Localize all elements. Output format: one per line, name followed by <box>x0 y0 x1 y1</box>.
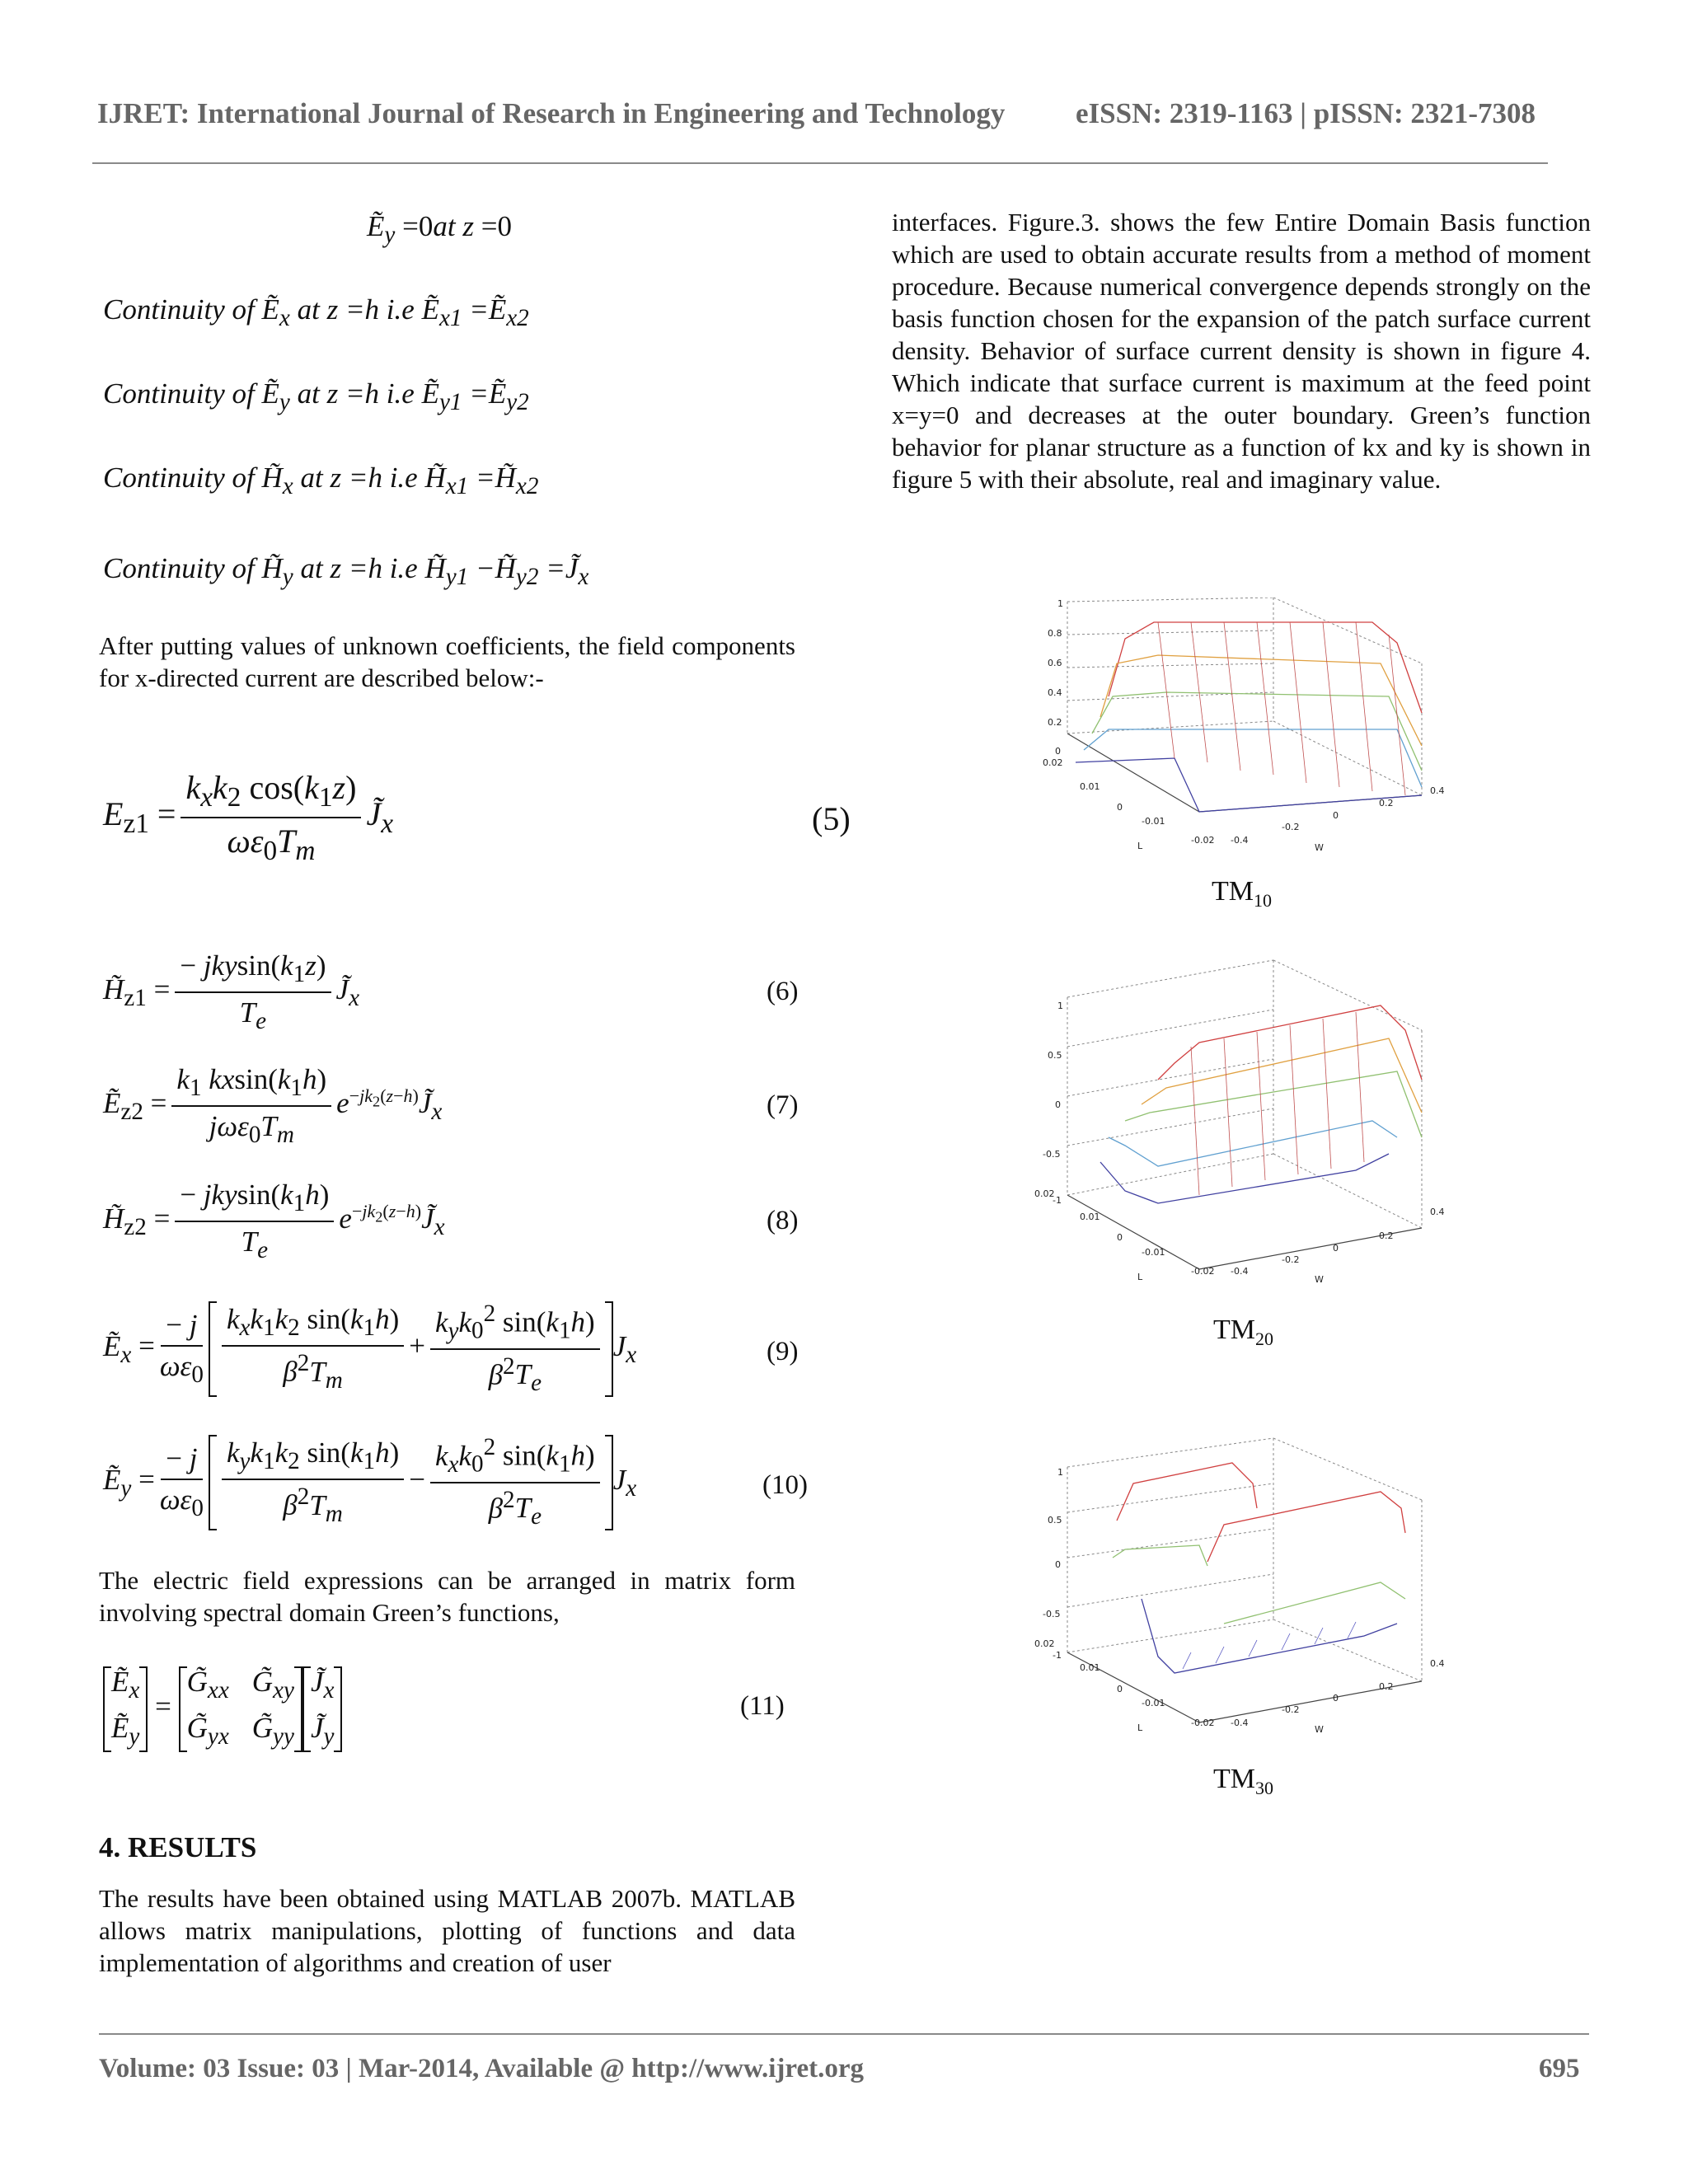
zt3-3: 0 <box>1055 1559 1061 1570</box>
zt3-1: 1 <box>1057 1467 1063 1478</box>
bc-continuity-hx: Continuity of $H̃_x$ at z =h i.e $H̃_{x1}$ $=H̃_{x2}$ <box>103 462 539 499</box>
zt2-1: 1 <box>1057 1001 1063 1011</box>
zt-4: 0.4 <box>1048 687 1062 698</box>
wt2-1: -0.4 <box>1231 1266 1249 1277</box>
bc-continuity-ex: Continuity of Ẽ$_x$ at z =h i.e Ẽ$_{x1}$ =Ẽ$_{x2}$ <box>103 293 529 331</box>
wt3-4: 0.2 <box>1379 1681 1394 1692</box>
equation-9: Ẽ$_x$ = $\frac{- j}{\omega\varepsilon_0}$ $\frac{k_xk_1k_2 \sin(k_1h)}{\beta^2T_m}$ + $\frac{k_yk_0^2 \sin(k_1h)}{\beta^2T_e}$ $J_x$ <box>103 1301 637 1397</box>
axis2-label-w: W <box>1315 1274 1324 1285</box>
lt3-3: 0 <box>1117 1684 1123 1694</box>
zt-2: 0.8 <box>1048 628 1062 639</box>
paragraph-results: The results have been obtained using MATLAB 2007b. MATLAB allows matrix manipulations, plotting of functions and data implementation of algorithms and creation of user <box>99 1884 795 1977</box>
wt-3: 0 <box>1333 810 1339 821</box>
lt3-2: 0.01 <box>1080 1662 1100 1673</box>
page-number: 695 <box>1539 2054 1580 2083</box>
equation-8: $H̃_{z2}$ = $\frac{- jkysin(k_1h)}{T_e}$ $e^{-jk_2(z-h)}J̃_x$ <box>103 1179 445 1263</box>
axis-label-w: W <box>1315 842 1324 853</box>
wt-2: -0.2 <box>1282 822 1300 832</box>
wt-5: 0.4 <box>1430 785 1445 796</box>
surface-plot-tm10 <box>1034 598 1455 865</box>
lt-5: -0.02 <box>1191 835 1215 846</box>
surface-plot-tm20 <box>1034 956 1455 1286</box>
wt2-3: 0 <box>1333 1243 1339 1254</box>
bc-continuity-hy: Continuity of $H̃_y$ at z =h i.e $H̃_{y1}$ $-H̃_{y2}$ $=J̃_x$ <box>103 552 589 590</box>
section-heading-results: 4. RESULTS <box>99 1831 257 1863</box>
axis3-label-w: W <box>1315 1724 1324 1735</box>
zt2-4: -0.5 <box>1043 1149 1061 1160</box>
eq-number-5: (5) <box>812 800 851 837</box>
bc-ey-zero: Ẽ$_y$ =0at z =0 <box>367 210 512 248</box>
wt3-5: 0.4 <box>1430 1658 1445 1669</box>
zt2-3: 0 <box>1055 1099 1061 1110</box>
eq-number-9: (9) <box>767 1337 799 1366</box>
lt-1: 0.02 <box>1043 757 1063 768</box>
zt3-5: -1 <box>1053 1650 1062 1661</box>
lt3-1: 0.02 <box>1034 1638 1055 1649</box>
lt2-5: -0.02 <box>1191 1266 1215 1277</box>
issn-text: eISSN: 2319-1163 | pISSN: 2321-7308 <box>1076 97 1536 129</box>
zt3-4: -0.5 <box>1043 1609 1061 1619</box>
lt2-3: 0 <box>1117 1232 1123 1243</box>
axis3-label-l: L <box>1137 1722 1143 1733</box>
caption-tm10: $TM_{10}$ <box>1212 876 1272 911</box>
caption-tm20: $TM_{20}$ <box>1213 1315 1273 1349</box>
zt-3: 0.6 <box>1048 658 1062 668</box>
eq-number-6: (6) <box>767 977 799 1006</box>
equation-11: Ẽ$_x$ Ẽ$_y$ = $G̃_{xx}$ $G̃_{xy}$ $G̃_{yx}$ $G̃_{yy}$ $J̃_x$ $J̃_y$ <box>103 1663 342 1755</box>
wt-1: -0.4 <box>1231 835 1249 846</box>
zt3-2: 0.5 <box>1048 1515 1062 1526</box>
wt2-4: 0.2 <box>1379 1230 1394 1241</box>
paragraph-field-components: After putting values of unknown coefficients, the field components for x-directed current are described below:- <box>99 631 795 692</box>
axis-label-l: L <box>1137 841 1143 851</box>
eq-number-10: (10) <box>762 1470 808 1500</box>
lt-4: -0.01 <box>1142 816 1165 827</box>
zt-1: 1 <box>1057 598 1063 609</box>
zt2-2: 0.5 <box>1048 1050 1062 1061</box>
wt2-5: 0.4 <box>1430 1207 1445 1217</box>
wt-4: 0.2 <box>1379 798 1394 808</box>
lt2-1: 0.02 <box>1034 1188 1055 1199</box>
surface-plot-tm30 <box>1034 1434 1455 1747</box>
header-rule <box>92 162 1548 164</box>
lt-3: 0 <box>1117 802 1123 813</box>
zt2-5: -1 <box>1053 1195 1062 1206</box>
wt3-1: -0.4 <box>1231 1718 1249 1728</box>
zt-6: 0 <box>1055 746 1061 757</box>
lt3-5: -0.02 <box>1191 1718 1215 1728</box>
equation-7: Ẽ$_{z2}$ = $\frac{k_1 kxsin(k_1h)}{j\omega\varepsilon_0T_m}$ $e^{-jk_2(z-h)}J̃_x$ <box>103 1063 443 1148</box>
footer-rule <box>99 2033 1589 2035</box>
lt2-2: 0.01 <box>1080 1212 1100 1222</box>
lt3-4: -0.01 <box>1142 1698 1165 1708</box>
paragraph-basis-functions: interfaces. Figure.3. shows the few Entire Domain Basis function which are used to obtain accurate results from a method of moment procedure. Because numerical convergence depends strongly on the basis function chosen for the expansion of the patch surface current density. Behavior of surface current density is shown in figure 4. Which indicate that surface current is maximum at the feed point x=y=0 and decreases at the outer boundary. Green’s function behavior for planar structure as a function of kx and ky is shown in figure 5 with their absolute, real and imaginary value. <box>892 208 1591 494</box>
lt2-4: -0.01 <box>1142 1247 1165 1258</box>
equation-5: $E_{z1}$ = $\frac{k_xk_2 \cos(k_1z)}{\omega\varepsilon_0T_m}$ $J̃_x$ <box>103 769 394 866</box>
eq-number-11: (11) <box>740 1691 785 1721</box>
footer-volume: Volume: 03 Issue: 03 | Mar-2014, Available @ http://www.ijret.org <box>99 2054 864 2083</box>
equation-6: $H̃_{z1}$ = $\frac{- jkysin(k_1z)}{T_e}$ $J̃_x$ <box>103 949 360 1034</box>
journal-title: IJRET: International Journal of Research in Engineering and Technology <box>97 97 1006 129</box>
equation-10: Ẽ$_y$ = $\frac{- j}{\omega\varepsilon_0}$ $\frac{k_yk_1k_2 \sin(k_1h)}{\beta^2T_m}$ − $\frac{k_xk_0^2 \sin(k_1h)}{\beta^2T_e}$ $J_x$ <box>103 1434 637 1530</box>
zt-5: 0.2 <box>1048 717 1062 728</box>
bc-continuity-ey: Continuity of Ẽ$_y$ at z =h i.e Ẽ$_{y1}$ =Ẽ$_{y2}$ <box>103 377 529 415</box>
paragraph-matrix-form: The electric field expressions can be arranged in matrix form involving spectral domain Green’s functions, <box>99 1566 795 1627</box>
wt2-2: -0.2 <box>1282 1254 1300 1265</box>
eq-number-8: (8) <box>767 1206 799 1235</box>
eq-number-7: (7) <box>767 1090 799 1120</box>
lt-2: 0.01 <box>1080 781 1100 792</box>
wt3-2: -0.2 <box>1282 1704 1300 1715</box>
wt3-3: 0 <box>1333 1693 1339 1704</box>
axis2-label-l: L <box>1137 1272 1143 1282</box>
caption-tm30: $TM_{30}$ <box>1213 1764 1273 1798</box>
